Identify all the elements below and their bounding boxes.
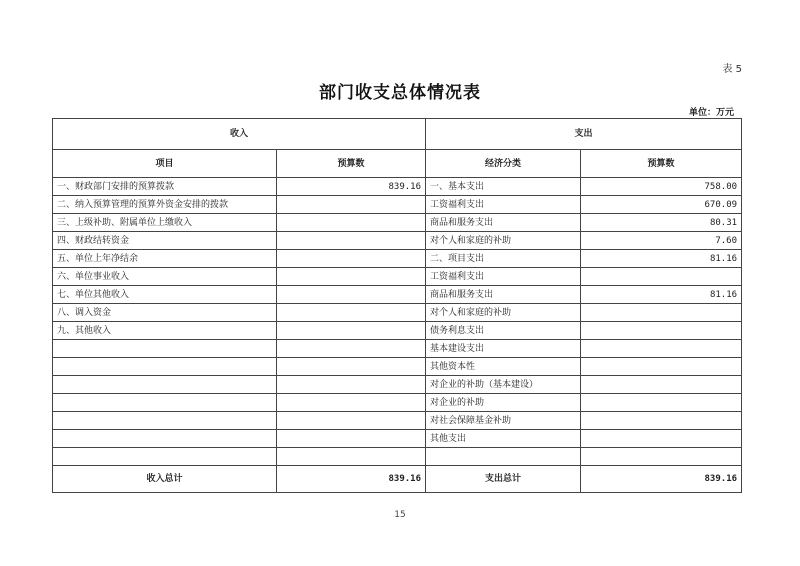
income-amount-cell — [277, 340, 426, 358]
income-item-cell: 八、调入资金 — [53, 304, 277, 322]
income-amount-cell — [277, 250, 426, 268]
income-item-cell — [53, 394, 277, 412]
income-item-cell — [53, 376, 277, 394]
expense-section-header: 支出 — [426, 119, 742, 150]
income-item-cell: 四、财政结转资金 — [53, 232, 277, 250]
income-item-cell: 三、上级补助、附属单位上缴收入 — [53, 214, 277, 232]
table-row — [53, 340, 742, 358]
expense-total-value: 839.16 — [581, 466, 742, 493]
expense-amount-cell: 81.16 — [581, 250, 742, 268]
income-amount-cell — [277, 196, 426, 214]
income-item-cell — [53, 412, 277, 430]
column-header-econ: 经济分类 — [426, 150, 581, 178]
income-item-cell: 七、单位其他收入 — [53, 286, 277, 304]
income-amount-cell — [277, 430, 426, 448]
expense-item-cell: 债务利息支出 — [426, 322, 581, 340]
table-row — [53, 394, 742, 412]
table-row — [53, 178, 742, 196]
income-item-cell: 六、单位事业收入 — [53, 268, 277, 286]
page-number: 15 — [394, 510, 406, 520]
table-row — [53, 412, 742, 430]
expense-item-cell: 基本建设支出 — [426, 340, 581, 358]
income-amount-cell — [277, 358, 426, 376]
expense-item-cell: 商品和服务支出 — [426, 214, 581, 232]
expense-amount-cell: 670.09 — [581, 196, 742, 214]
column-header-row — [53, 150, 742, 178]
expense-item-cell: 一、基本支出 — [426, 178, 581, 196]
table-row — [53, 448, 742, 466]
expense-item-cell: 工资福利支出 — [426, 268, 581, 286]
income-amount-cell — [277, 448, 426, 466]
table-row — [53, 322, 742, 340]
table-row — [53, 430, 742, 448]
column-header-budget2: 预算数 — [581, 150, 742, 178]
expense-item-cell — [426, 448, 581, 466]
income-item-cell — [53, 430, 277, 448]
table-number: 表 5 — [722, 64, 742, 75]
income-amount-cell — [277, 412, 426, 430]
expense-item-cell: 二、项目支出 — [426, 250, 581, 268]
expense-amount-cell: 80.31 — [581, 214, 742, 232]
table-row — [53, 232, 742, 250]
unit-label: 单位：万元 — [688, 108, 734, 118]
income-item-cell — [53, 358, 277, 376]
income-item-cell: 一、财政部门安排的预算拨款 — [53, 178, 277, 196]
expense-amount-cell — [581, 430, 742, 448]
table-row — [53, 304, 742, 322]
income-amount-cell — [277, 322, 426, 340]
page-title: 部门收支总体情况表 — [319, 83, 481, 103]
income-item-cell — [53, 448, 277, 466]
income-item-cell: 二、纳入预算管理的预算外资金安排的拨款 — [53, 196, 277, 214]
column-header-item: 项目 — [53, 150, 277, 178]
income-item-cell: 五、单位上年净结余 — [53, 250, 277, 268]
expense-item-cell: 对企业的补助 — [426, 394, 581, 412]
expense-amount-cell — [581, 412, 742, 430]
expense-item-cell: 商品和服务支出 — [426, 286, 581, 304]
expense-item-cell: 对企业的补助（基本建设） — [426, 376, 581, 394]
expense-item-cell: 对个人和家庭的补助 — [426, 232, 581, 250]
expense-item-cell: 对个人和家庭的补助 — [426, 304, 581, 322]
expense-amount-cell — [581, 394, 742, 412]
income-amount-cell — [277, 376, 426, 394]
income-item-cell — [53, 340, 277, 358]
table-row — [53, 268, 742, 286]
total-row — [53, 466, 742, 493]
expense-item-cell: 其他资本性 — [426, 358, 581, 376]
table-row — [53, 250, 742, 268]
table-row — [53, 376, 742, 394]
income-section-header: 收入 — [53, 119, 426, 150]
section-header-row — [53, 119, 742, 150]
income-total-label: 收入总计 — [53, 466, 277, 493]
expense-amount-cell — [581, 376, 742, 394]
income-amount-cell — [277, 394, 426, 412]
income-item-cell: 九、其他收入 — [53, 322, 277, 340]
expense-item-cell: 其他支出 — [426, 430, 581, 448]
income-amount-cell — [277, 286, 426, 304]
income-amount-cell: 839.16 — [277, 178, 426, 196]
expense-item-cell: 对社会保障基金补助 — [426, 412, 581, 430]
table-row — [53, 286, 742, 304]
expense-amount-cell — [581, 448, 742, 466]
expense-amount-cell — [581, 322, 742, 340]
expense-amount-cell: 758.00 — [581, 178, 742, 196]
income-amount-cell — [277, 268, 426, 286]
expense-item-cell: 工资福利支出 — [426, 196, 581, 214]
expense-amount-cell — [581, 304, 742, 322]
income-amount-cell — [277, 232, 426, 250]
income-amount-cell — [277, 214, 426, 232]
income-amount-cell — [277, 304, 426, 322]
income-total-value: 839.16 — [277, 466, 426, 493]
expense-amount-cell: 81.16 — [581, 286, 742, 304]
table-row — [53, 358, 742, 376]
expense-amount-cell — [581, 358, 742, 376]
table-row — [53, 214, 742, 232]
expense-amount-cell: 7.60 — [581, 232, 742, 250]
expense-amount-cell — [581, 340, 742, 358]
expense-amount-cell — [581, 268, 742, 286]
column-header-budget: 预算数 — [277, 150, 426, 178]
expense-total-label: 支出总计 — [426, 466, 581, 493]
table-row — [53, 196, 742, 214]
budget-table — [52, 118, 742, 493]
